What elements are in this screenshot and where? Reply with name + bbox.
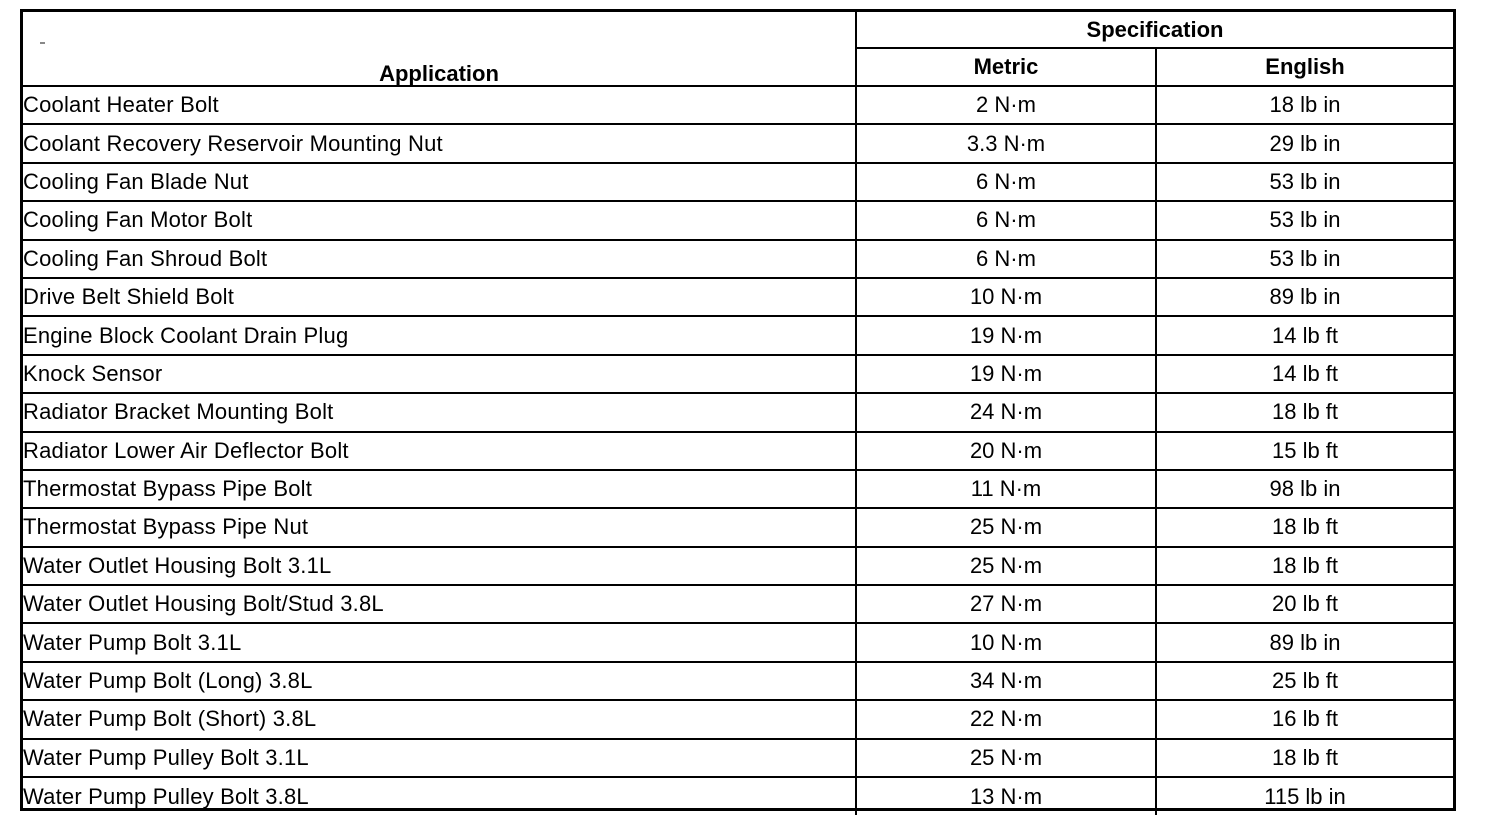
table-row: [23, 124, 1453, 162]
table-row: [23, 316, 1453, 354]
application-cell: Water Outlet Housing Bolt/Stud 3.8L: [23, 585, 856, 623]
metric-value-cell: 20 N·m: [856, 432, 1156, 470]
english-value-cell: 29 lb in: [1156, 124, 1453, 162]
metric-column-header: Metric: [856, 48, 1156, 86]
english-column-header: English: [1156, 48, 1453, 86]
application-cell: Cooling Fan Blade Nut: [23, 163, 856, 201]
header-row-top: [23, 12, 1453, 48]
metric-value-cell: 34 N·m: [856, 662, 1156, 700]
table-row: [23, 547, 1453, 585]
metric-value-cell: 13 N·m: [856, 777, 1156, 815]
application-cell: Cooling Fan Motor Bolt: [23, 201, 856, 239]
english-value-cell: 53 lb in: [1156, 201, 1453, 239]
metric-value-cell: 10 N·m: [856, 623, 1156, 661]
metric-value-cell: 6 N·m: [856, 201, 1156, 239]
application-cell: Coolant Recovery Reservoir Mounting Nut: [23, 124, 856, 162]
metric-value-cell: 27 N·m: [856, 585, 1156, 623]
english-value-cell: 18 lb ft: [1156, 547, 1453, 585]
table-row: [23, 623, 1453, 661]
english-value-cell: 53 lb in: [1156, 240, 1453, 278]
application-cell: Engine Block Coolant Drain Plug: [23, 316, 856, 354]
metric-value-cell: 19 N·m: [856, 316, 1156, 354]
table-row: [23, 355, 1453, 393]
application-cell: Water Pump Pulley Bolt 3.1L: [23, 739, 856, 777]
specification-column-header: Specification: [856, 12, 1453, 48]
metric-value-cell: 2 N·m: [856, 86, 1156, 124]
english-value-cell: 89 lb in: [1156, 278, 1453, 316]
metric-value-cell: 19 N·m: [856, 355, 1156, 393]
table-body: [23, 86, 1453, 815]
table-row: [23, 201, 1453, 239]
application-cell: Knock Sensor: [23, 355, 856, 393]
english-value-cell: 20 lb ft: [1156, 585, 1453, 623]
english-value-cell: 14 lb ft: [1156, 355, 1453, 393]
specification-table-frame: [20, 9, 1456, 811]
table-row: [23, 739, 1453, 777]
application-cell: Water Outlet Housing Bolt 3.1L: [23, 547, 856, 585]
application-cell: Water Pump Pulley Bolt 3.8L: [23, 777, 856, 815]
metric-value-cell: 10 N·m: [856, 278, 1156, 316]
english-value-cell: 53 lb in: [1156, 163, 1453, 201]
english-value-cell: 89 lb in: [1156, 623, 1453, 661]
english-value-cell: 18 lb ft: [1156, 393, 1453, 431]
application-cell: Drive Belt Shield Bolt: [23, 278, 856, 316]
application-cell: Coolant Heater Bolt: [23, 86, 856, 124]
english-value-cell: 15 lb ft: [1156, 432, 1453, 470]
english-value-cell: 16 lb ft: [1156, 700, 1453, 738]
application-cell: Thermostat Bypass Pipe Nut: [23, 508, 856, 546]
application-cell: Cooling Fan Shroud Bolt: [23, 240, 856, 278]
table-row: [23, 278, 1453, 316]
english-value-cell: 14 lb ft: [1156, 316, 1453, 354]
table-row: [23, 700, 1453, 738]
english-value-cell: 98 lb in: [1156, 470, 1453, 508]
table-row: [23, 432, 1453, 470]
metric-value-cell: 25 N·m: [856, 739, 1156, 777]
table-row: [23, 163, 1453, 201]
application-cell: Water Pump Bolt 3.1L: [23, 623, 856, 661]
table-row: [23, 393, 1453, 431]
metric-value-cell: 6 N·m: [856, 163, 1156, 201]
application-cell: Water Pump Bolt (Short) 3.8L: [23, 700, 856, 738]
table-row: [23, 777, 1453, 815]
application-cell: Thermostat Bypass Pipe Bolt: [23, 470, 856, 508]
fastener-specification-table: [23, 12, 1453, 815]
table-row: [23, 662, 1453, 700]
metric-value-cell: 3.3 N·m: [856, 124, 1156, 162]
metric-value-cell: 22 N·m: [856, 700, 1156, 738]
metric-value-cell: 25 N·m: [856, 508, 1156, 546]
metric-value-cell: 24 N·m: [856, 393, 1156, 431]
english-value-cell: 25 lb ft: [1156, 662, 1453, 700]
metric-value-cell: 6 N·m: [856, 240, 1156, 278]
metric-value-cell: 11 N·m: [856, 470, 1156, 508]
english-value-cell: 18 lb ft: [1156, 508, 1453, 546]
application-column-header: Application: [23, 12, 856, 86]
english-value-cell: 18 lb in: [1156, 86, 1453, 124]
table-row: [23, 585, 1453, 623]
table-row: [23, 470, 1453, 508]
application-cell: Water Pump Bolt (Long) 3.8L: [23, 662, 856, 700]
table-row: [23, 240, 1453, 278]
table-row: [23, 86, 1453, 124]
english-value-cell: 115 lb in: [1156, 777, 1453, 815]
metric-value-cell: 25 N·m: [856, 547, 1156, 585]
english-value-cell: 18 lb ft: [1156, 739, 1453, 777]
application-cell: Radiator Bracket Mounting Bolt: [23, 393, 856, 431]
application-cell: Radiator Lower Air Deflector Bolt: [23, 432, 856, 470]
table-row: [23, 508, 1453, 546]
